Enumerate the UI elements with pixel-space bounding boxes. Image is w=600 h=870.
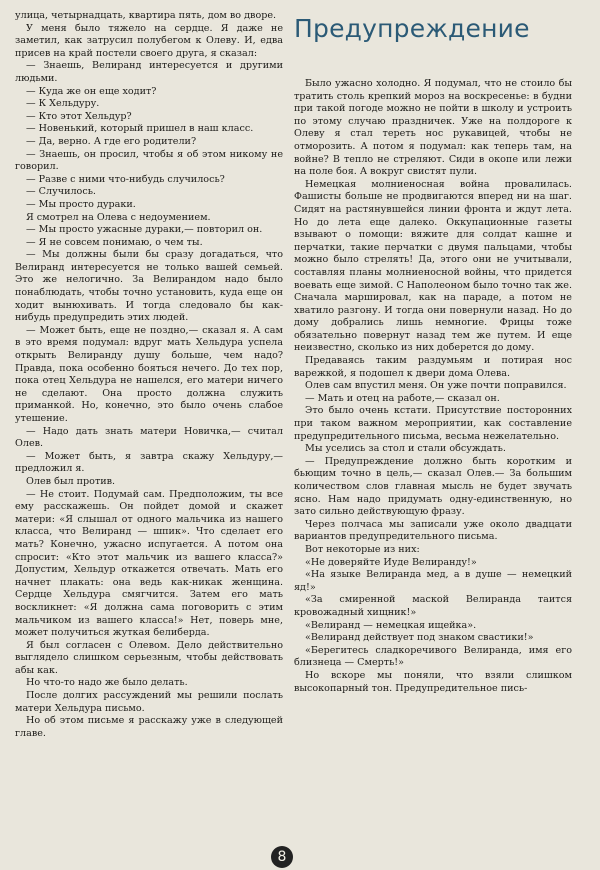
paragraph: — Предупреждение должно быть коротким и бьющим точно в цель,— сказал Олев.— За большим количеством слов главная мысль не будет звучать ясно. Нам надо придумать одну-единственную, но зато сильно действующую фразу. — [294, 455, 572, 518]
paragraph: Было ужасно холодно. Я подумал, что не стоило бы тратить столь крепкий мороз на воскресенье: в будни при такой погоде можно не пойти в школу и устроить по этому случаю праздничек. Уже на полдороге к Олеву я стал тереть нос рукавицей, чтобы не отморозить. А потом я подумал: как теперь там, на войне? В тепло не стреляют. Сиди в окопе или лежи на поле боя. А вокруг свистят пули. — [294, 78, 572, 178]
paragraph: Я был согласен с Олевом. Дело действительно выглядело слишком серьезным, чтобы действовать абы как. — [15, 639, 283, 676]
paragraph: — Может быть, еще не поздно,— сказал я. А сам в это время подумал: вдруг мать Хельдура успела открыть Велиранду душу больше, чем надо? Правда, пока особенно бояться нечего. До тех пор, пока отец Хельдура не нашелся, его матери ничего не сделают. Она просто должна служить приманкой. Но, конечно, это было очень слабое утешение. — [15, 324, 283, 424]
paragraph: После долгих рассуждений мы решили послать матери Хельдура письмо. — [15, 690, 283, 714]
paragraph: Олев был против. — [26, 475, 116, 487]
chapter-title: Предупреждение — [294, 14, 530, 43]
paragraph: «За смиренной маской Велиранда таится кровожадный хищник!» — [294, 594, 572, 618]
paragraph: «Берегитесь сладкоречивого Велиранда, имя его близнеца — Смерть!» — [294, 644, 572, 669]
paragraph: — Я не совсем понимаю, о чем ты. — [26, 236, 203, 248]
paragraph: Но об этом письме я расскажу уже в следующей главе. — [15, 715, 283, 739]
paragraph: «Велиранд действует под знаком свастики!» — [305, 632, 534, 644]
paragraph: «Велиранд — немецкая ищейка». — [305, 619, 477, 631]
paragraph: — Мы просто дураки. — [26, 198, 136, 210]
paragraph: «Не доверяйте Иуде Велиранду!» — [305, 556, 477, 568]
paragraph: — Да, верно. А где его родители? — [26, 135, 197, 147]
paragraph: — Не стоит. Подумай сам. Предположим, ты все ему расскажешь. Он пойдет домой и скажет матери: «Я слышал от одного мальчика из нашего класса, что Велиранд — шпик». Что сделает его мать? Конечно, ужасно испугается. А потом она спросит: «Кто этот мальчик из вашего класса?» Допустим, Хельдур откажется отвечать. Мать его начнет плакать: она ведь как-никак женщина. Сердце Хельдура смягчится. Затем его мать воскликнет: «Я должна сама поговорить с этим мальчиком из вашего класса!» Нет, поверь мне, может получиться жуткая белиберда. — [15, 488, 283, 639]
paragraph: Вот некоторые из них: — [305, 543, 420, 555]
paragraph: — Знаешь, Велиранд интересуется и другими людьми. — [15, 60, 283, 84]
paragraph: — Новенький, который пришел в наш класс. — [26, 123, 254, 135]
page-number: 8 — [271, 846, 293, 868]
paragraph: — Куда же он еще ходит? — [26, 85, 157, 97]
paragraph: — Разве с ними что-нибудь случилось? — [26, 173, 225, 185]
paragraph: — Надо дать знать матери Новичка,— считал Олев. — [15, 425, 283, 450]
paragraph: Но вскоре мы поняли, что взяли слишком высокопарный тон. Предупредительное пись- — [294, 669, 572, 694]
left-text-column — [15, 10, 283, 740]
paragraph: Через полчаса мы записали уже около двадцати вариантов предупредительного письма. — [294, 518, 572, 543]
paragraph: У меня было тяжело на сердце. Я даже не заметил, как затрусил полубегом к Олеву. И, едва присев на край постели своего друга, я сказал: — [15, 22, 283, 59]
paragraph: Я смотрел на Олева с недоумением. — [26, 211, 211, 223]
paragraph: Немецкая молниеносная война провалилась. Фашисты больше не продвигаются вперед ни на шаг. Сидят на растянувшейся линии фронта и ждут лета. Но до лета еще далеко. Оккупационные газеты взывают о помощи: вяжите для солдат кашне и перчатки, такие перчатки с двумя пальцами, чтобы можно было стрелять! Да, этого они не учитывали, составляя планы молниеносной войны, что придется воевать еще зимой. С Наполеоном было точно так же. Сначала маршировал, как на параде, а потом не хватило разгону. И тогда они повернули назад. Но до дому добрались лишь немногие. Фрицы тоже обязательно повернут назад тем же путем. И еще неизвестно, сколько из них доберется до дому. — [294, 178, 572, 354]
paragraph: Это было очень кстати. Присутствие посторонних при таком важном мероприятии, как составление предупредительного письма, весьма нежелательно. — [294, 405, 572, 442]
paragraph: Олев сам впустил меня. Он уже почти поправился. — [305, 380, 567, 392]
paragraph: Предаваясь таким раздумьям и потирая нос варежкой, я подошел к двери дома Олева. — [294, 355, 572, 379]
paragraph: — Мать и отец на работе,— сказал он. — [305, 392, 500, 404]
paragraph: Мы уселись за стол и стали обсуждать. — [305, 443, 506, 455]
right-text-column — [294, 14, 572, 695]
paragraph: — Мы должны были бы сразу догадаться, что Велиранд интересуется не только вашей семьей. Это же нелогично. За Велирандом надо было понаблюдать, чтобы точно установить, куда еще он ходит вынюхивать. И тогда следовало бы как-нибудь предупредить этих людей. — [15, 249, 283, 324]
paragraph: — Случилось. — [26, 186, 96, 198]
paragraph: «На языке Велиранда мед, а в душе — немецкий яд!» — [294, 569, 572, 593]
paragraph: — Может быть, я завтра скажу Хельдуру,— предложил я. — [15, 450, 283, 475]
paragraph: — Знаешь, он просил, чтобы я об этом никому не говорил. — [15, 148, 283, 173]
paragraph: Но что-то надо же было делать. — [26, 677, 188, 689]
paragraph: — Мы просто ужасные дураки,— повторил он. — [26, 224, 263, 236]
paragraph: — К Хельдуру. — [26, 98, 100, 110]
paragraph: — Кто этот Хельдур? — [26, 110, 132, 122]
paragraph: улица, четырнадцать, квартира пять, дом во дворе. — [15, 10, 277, 21]
